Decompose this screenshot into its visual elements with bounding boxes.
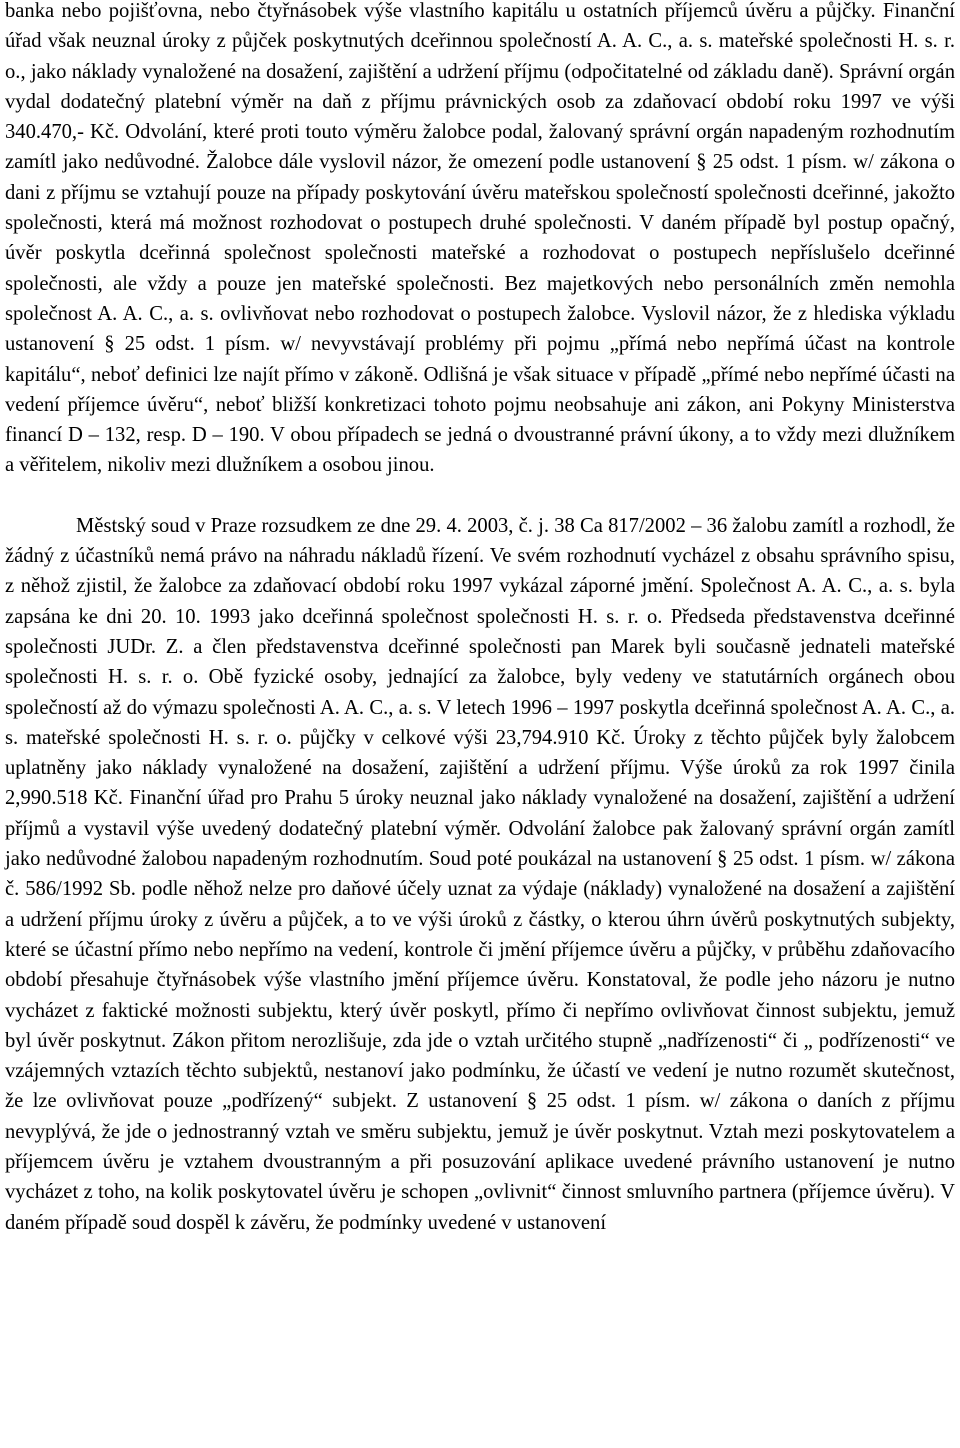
paragraph-spacer — [5, 481, 955, 511]
paragraph-court-ruling: Městský soud v Praze rozsudkem ze dne 29. 4. 2003, č. j. 38 Ca 817/2002 – 36 žalobu zamítl a rozhodl, že žádný z účastníků nemá právo na náhradu nákladů řízení. Ve svém rozhodnutí vycházel z obsahu správního spisu, z něhož zjistil, že žalobce za zdaňovací období roku 1997 vykázal záporné jmění. Společnost A. A. C., a. s. byla zapsána ke dni 20. 10. 1993 jako dceřinná společnost společnosti H. s. r. o. Předseda představenstva dceřinné společnosti JUDr. Z. a člen představenstva dceřinné společnosti pan Marek byli současně jednateli mateřské společnosti H. s. r. o. Obě fyzické osoby, jednající za žalobce, byly vedeny ve statutárních orgánech obou společností až do výmazu společnosti A. A. C., a. s. V letech 1996 – 1997 poskytla dceřinná společnost A. A. C., a. s. mateřské společnosti H. s. r. o. půjčky v celkové výši 23,794.910 Kč. Úroky z těchto půjček byly žalobcem uplatněny jako náklady vynaložené na dosažení, zajištění a udržení příjmu. Výše úroků za rok 1997 činila 2,990.518 Kč. Finanční úřad pro Prahu 5 úroky neuznal jako náklady vynaložené na dosažení, zajištění a udržení příjmů a vystavil výše uvedený dodatečný platební výměr. Odvolání žalobce pak žalovaný správní orgán zamítl jako nedůvodné žalobou napadeným rozhodnutím. Soud poté poukázal na ustanovení § 25 odst. 1 písm. w/ zákona č. 586/1992 Sb. podle něhož nelze pro daňové účely uznat za výdaje (náklady) vynaložené na dosažení a zajištění a udržení příjmu úroky z úvěru a půjček, a to ve výši úroků z částky, o kterou úhrn úvěrů poskytnutých subjekty, které se účastní přímo nebo nepřímo na vedení, kontrole či jmění příjemce úvěru a půjčky, v průběhu zdaňovacího období přesahuje čtyřnásobek výše vlastního jmění příjemce úvěru. Konstatoval, že podle jeho názoru je nutno vycházet z faktické možnosti subjektu, který úvěr poskytl, přímo či nepřímo ovlivňovat činnost subjektu, jemuž byl úvěr poskytnut. Zákon přitom nerozlišuje, zda jde o vztah určitého stupně „nadřízenosti“ či „ podřízenosti“ ve vzájemných vztazích těchto subjektů, nestanoví jako podmínku, že účastí ve vedení je nutno rozumět skutečnost, že lze ovlivňovat pouze „podřízený“ subjekt. Z ustanovení § 25 odst. 1 písm. w/ zákona o daních z příjmu nevyplývá, že jde o jednostranný vztah ve směru subjektu, jemuž je úvěr poskytnut. Vztah mezi poskytovatelem a příjemcem úvěru je vztahem dvoustranným a při posuzování aplikace uvedené právního ustanovení je nutno vycházet z toho, na kolik poskytovatel úvěru je schopen „ovlivnit“ činnost smluvního partnera (příjemce úvěru). V daném případě soud dospěl k závěru, že podmínky uvedené v ustanovení — [5, 514, 955, 1234]
document-page — [5, 0, 955, 1238]
paragraph-continuation: banka nebo pojišťovna, nebo čtyřnásobek výše vlastního kapitálu u ostatních příjemců úvěru a půjčky. Finanční úřad však neuznal úroky z půjček poskytnutých dceřinnou společností A. A. C., a. s. mateřské společnosti H. s. r. o., jako náklady vynaložené na dosažení, zajištění a udržení příjmu (odpočitatelné od základu daně). Správní orgán vydal dodatečný platební výměr na daň z příjmu právnických osob za zdaňovací období roku 1997 ve výši 340.470,- Kč. Odvolání, které proti touto výměru žalobce podal, žalovaný správní orgán napadeným rozhodnutím zamítl jako nedůvodné. Žalobce dále vyslovil názor, že omezení podle ustanovení § 25 odst. 1 písm. w/ zákona o dani z příjmu se vztahují pouze na případy poskytování úvěru mateřskou společností společnosti dceřinné, jakožto společnosti, která má možnost rozhodovat o postupech druhé společnosti. V daném případě byl postup opačný, úvěr poskytla dceřinná společnost společnosti mateřské a rozhodovat o postupech nepříslušelo dceřinné společnosti, ale vždy a pouze jen mateřské společnosti. Bez majetkových nebo personálních změn nemohla společnost A. A. C., a. s. ovlivňovat nebo rozhodovat o postupech žalobce. Vyslovil názor, že z hlediska výkladu ustanovení § 25 odst. 1 písm. w/ nevyvstávají problémy při pojmu „přímá nebo nepřímá účast na kontrole kapitálu“, neboť definici lze najít přímo v zákoně. Odlišná je však situace v případě „přímé nebo nepřímé účasti na vedení příjemce úvěru“, neboť bližší konkretizaci tohoto pojmu neobsahuje ani zákon, ani Pokyny Ministerstva financí D – 132, resp. D – 190. V obou případech se jedná o dvoustranné právní úkony, a to vždy mezi dlužníkem a věřitelem, nikoliv mezi dlužníkem a osobou jinou. — [5, 0, 955, 477]
